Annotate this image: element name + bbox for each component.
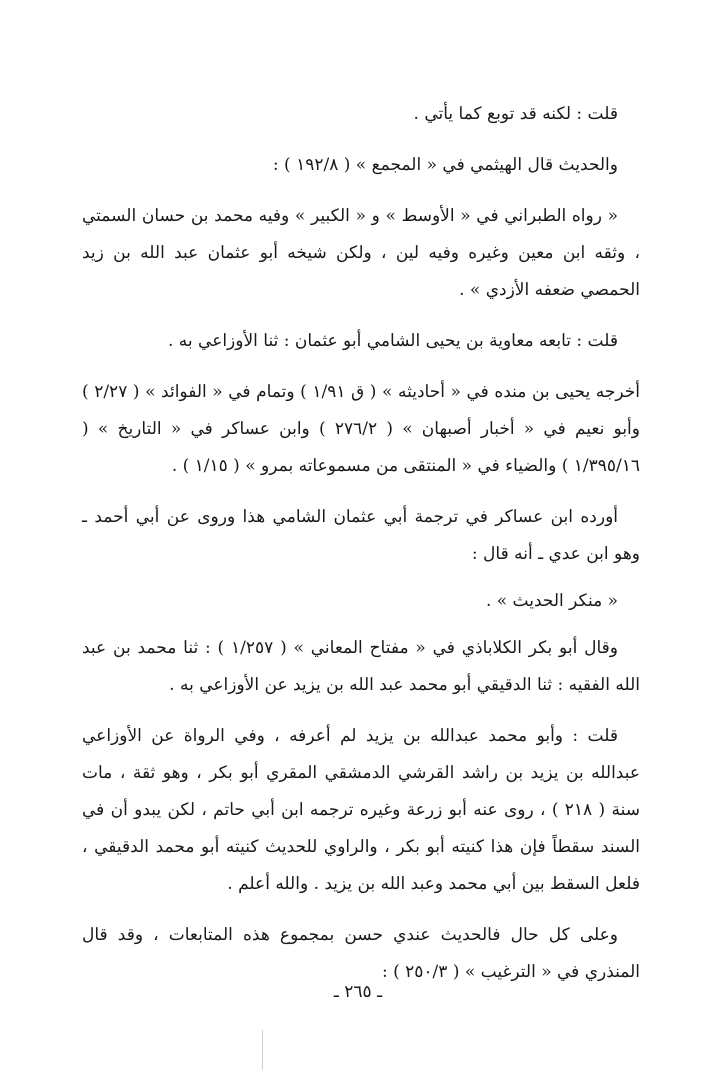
scan-line-mark [262,1030,263,1070]
paragraph-9: قلت : وأبو محمد عبدالله بن يزيد لم أعرفه ، وفي الرواة عن الأوزاعي عبدالله بن يزيد بن راشد القرشي الدمشقي المقري أبو بكر ، وهو ثقة ، مات سنة ( ٢١٨ ) ، روى عنه أبو زرعة وغيره ترجمه ابن أبي حاتم ، لكن يبدو أن في السند سقطاً فإن هذا كنيته أبو بكر ، والراوي للحديث كنيته أبو محمد الدقيقي ، فلعل السقط بين أبي محمد وعبد الله بن يزيد . والله أعلم . [82,726,640,894]
paragraph-2: والحديث قال الهيثمي في « المجمع » ( ١٩٢/٨ ) : [272,155,618,175]
paragraph-7: « منكر الحديث » . [485,591,618,611]
paragraph-8: وقال أبو بكر الكلاباذي في « مفتاح المعاني » ( ١/٢٥٧ ) : ثنا محمد بن عبد الله الفقيه : ثنا الدقيقي أبو محمد عبد الله بن يزيد عن الأوزاعي به . [82,638,640,695]
page-number: ـ ٢٦٥ ـ [333,982,383,1002]
paragraph-5: أخرجه يحيى بن منده في « أحاديثه » ( ق ١/٩١ ) وتمام في « الفوائد » ( ٢/٢٧ ) وأبو نعيم في « أخبار أصبهان » ( ٢٧٦/٢ ) وابن عساكر في « التاريخ » ( ١/٣٩٥/١٦ ) والضياء في « المنتقى من مسموعاته بمرو » ( ١/١٥ ) . [82,382,640,476]
paragraph-6: أورده ابن عساكر في ترجمة أبي عثمان الشامي هذا وروى عن أبي أحمد ـ وهو ابن عدي ـ أنه قال : [82,507,640,564]
paragraph-3: « رواه الطبراني في « الأوسط » و « الكبير » وفيه محمد بن حسان السمتي ، وثقه ابن معين وغيره وفيه لين ، ولكن شيخه أبو عثمان عبد الله بن زيد الحمصي ضعفه الأزدي » . [82,206,640,300]
paragraph-10: وعلى كل حال فالحديث عندي حسن بمجموع هذه المتابعات ، وقد قال المنذري في « الترغيب » ( ٢٥٠/٣ ) : [82,925,640,982]
paragraph-4: قلت : تابعه معاوية بن يحيى الشامي أبو عثمان : ثنا الأوزاعي به . [167,331,618,351]
page-body [82,96,640,991]
paragraph-1: قلت : لكنه قد توبع كما يأتي . [413,104,618,124]
